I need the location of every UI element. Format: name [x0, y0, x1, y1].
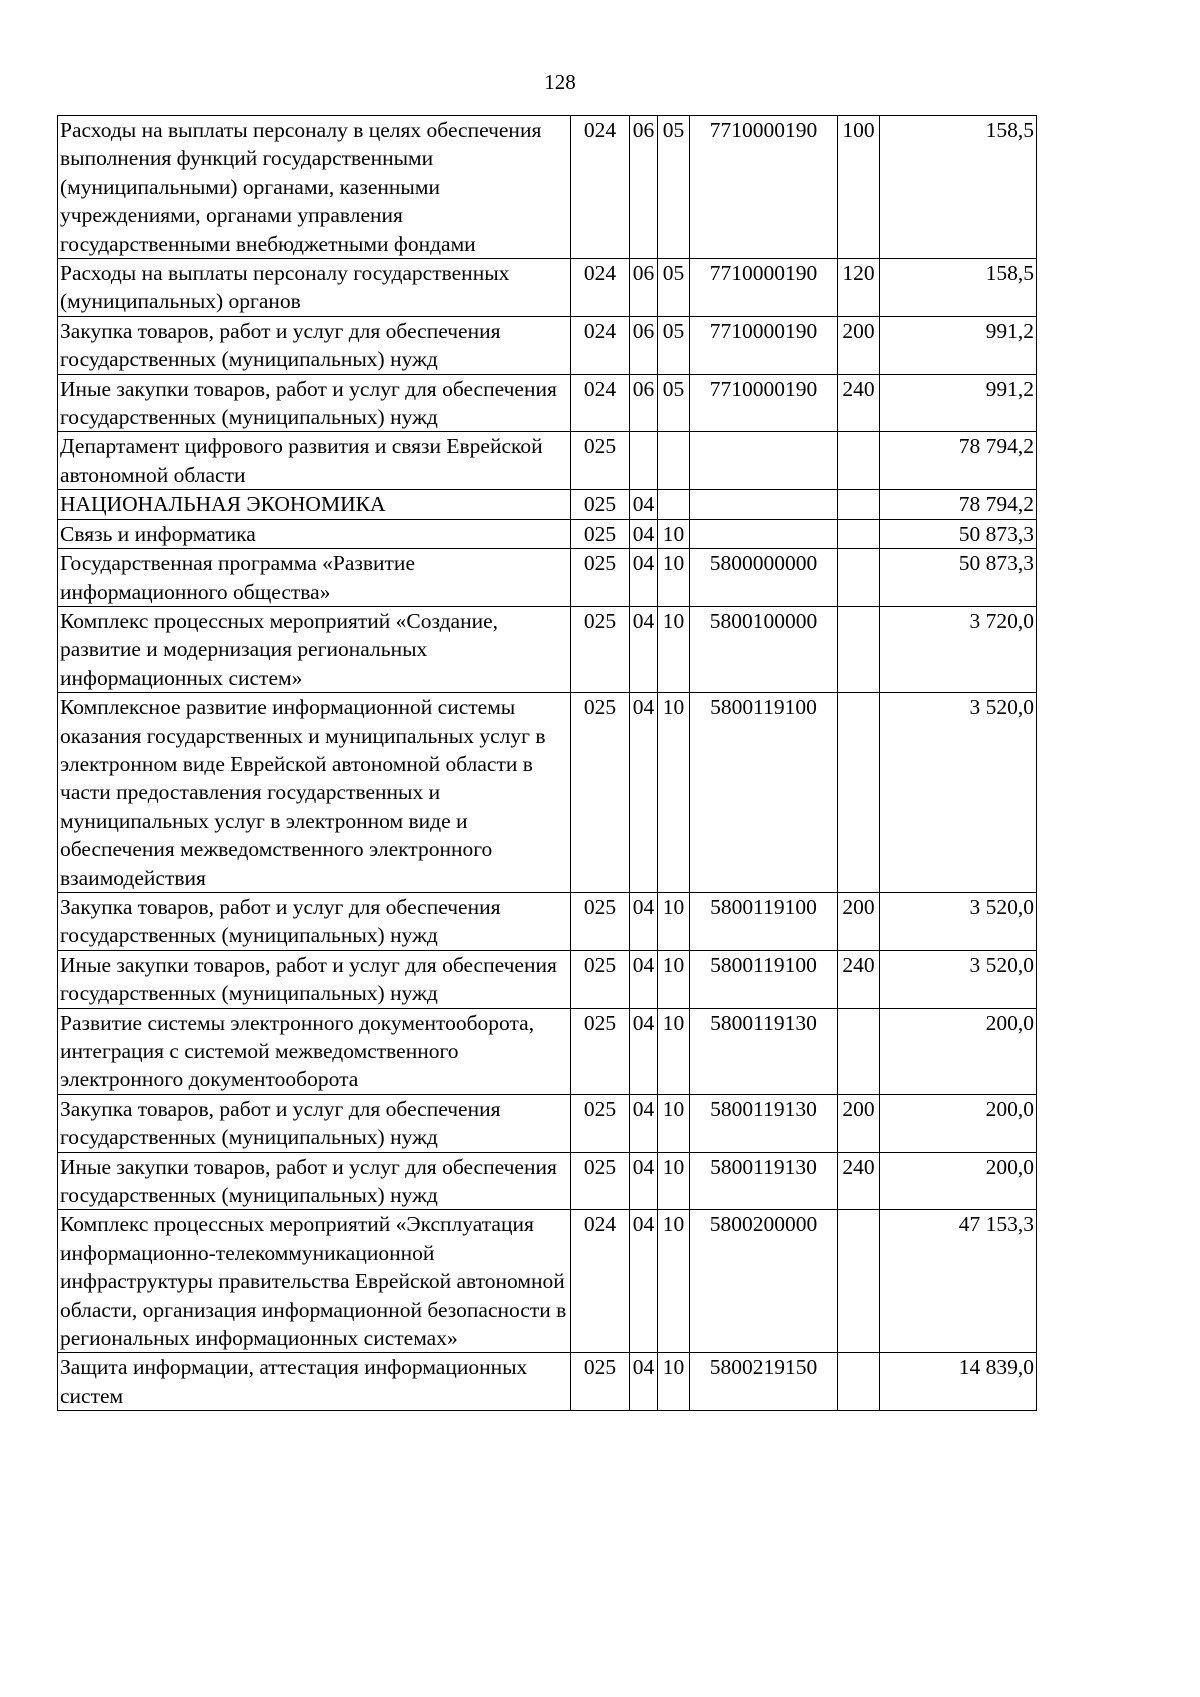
table-row [58, 116, 1037, 259]
grbs-code-cell: 025 [571, 1353, 630, 1411]
section-code-cell: 04 [630, 1353, 658, 1411]
target-article-cell [690, 432, 838, 490]
target-article-cell: 5800200000 [690, 1210, 838, 1353]
amount-cell: 50 873,3 [880, 519, 1037, 548]
amount-cell: 200,0 [880, 1094, 1037, 1152]
subsection-code-cell: 10 [658, 693, 690, 893]
grbs-code-cell: 025 [571, 519, 630, 548]
target-article-cell: 5800119100 [690, 693, 838, 893]
expense-type-cell: 200 [838, 316, 880, 374]
target-article-cell: 5800119130 [690, 1008, 838, 1094]
row-name-cell: Комплекс процессных мероприятий «Создание, развитие и модернизация региональных информационных систем» [58, 606, 571, 692]
table-body [58, 116, 1037, 1411]
table-row [58, 374, 1037, 432]
section-code-cell: 04 [630, 519, 658, 548]
expense-type-cell [838, 1210, 880, 1353]
row-name-cell: Расходы на выплаты персоналу в целях обеспечения выполнения функций государственными (муниципальными) органами, казенными учреждениями, органами управления государственными внебюджетными фондами [58, 116, 571, 259]
table-row [58, 693, 1037, 893]
grbs-code-cell: 025 [571, 490, 630, 519]
amount-cell: 3 520,0 [880, 950, 1037, 1008]
subsection-code-cell: 10 [658, 549, 690, 607]
target-article-cell: 7710000190 [690, 259, 838, 317]
expense-type-cell: 120 [838, 259, 880, 317]
expense-type-cell [838, 490, 880, 519]
subsection-code-cell: 10 [658, 1094, 690, 1152]
amount-cell: 50 873,3 [880, 549, 1037, 607]
subsection-code-cell: 10 [658, 1152, 690, 1210]
grbs-code-cell: 025 [571, 549, 630, 607]
target-article-cell: 5800119130 [690, 1152, 838, 1210]
grbs-code-cell: 024 [571, 116, 630, 259]
expense-type-cell: 200 [838, 892, 880, 950]
row-name-cell: Защита информации, аттестация информационных систем [58, 1353, 571, 1411]
expense-type-cell: 100 [838, 116, 880, 259]
row-name-cell: Департамент цифрового развития и связи Еврейской автономной области [58, 432, 571, 490]
section-code-cell: 04 [630, 1094, 658, 1152]
grbs-code-cell: 025 [571, 892, 630, 950]
row-name-cell: Иные закупки товаров, работ и услуг для обеспечения государственных (муниципальных) нужд [58, 950, 571, 1008]
amount-cell: 158,5 [880, 259, 1037, 317]
subsection-code-cell: 05 [658, 116, 690, 259]
amount-cell: 14 839,0 [880, 1353, 1037, 1411]
row-name-cell: Закупка товаров, работ и услуг для обеспечения государственных (муниципальных) нужд [58, 1094, 571, 1152]
expense-type-cell [838, 519, 880, 548]
subsection-code-cell: 10 [658, 519, 690, 548]
amount-cell: 78 794,2 [880, 490, 1037, 519]
grbs-code-cell: 025 [571, 1094, 630, 1152]
amount-cell: 3 520,0 [880, 693, 1037, 893]
section-code-cell: 04 [630, 693, 658, 893]
amount-cell: 3 520,0 [880, 892, 1037, 950]
subsection-code-cell: 05 [658, 259, 690, 317]
amount-cell: 991,2 [880, 316, 1037, 374]
expense-type-cell [838, 1353, 880, 1411]
expense-type-cell [838, 606, 880, 692]
target-article-cell: 5800119100 [690, 892, 838, 950]
amount-cell: 47 153,3 [880, 1210, 1037, 1353]
grbs-code-cell: 025 [571, 693, 630, 893]
grbs-code-cell: 025 [571, 950, 630, 1008]
row-name-cell: Иные закупки товаров, работ и услуг для обеспечения государственных (муниципальных) нужд [58, 1152, 571, 1210]
subsection-code-cell: 10 [658, 1210, 690, 1353]
subsection-code-cell: 05 [658, 316, 690, 374]
section-code-cell: 04 [630, 1008, 658, 1094]
table-row [58, 950, 1037, 1008]
row-name-cell: НАЦИОНАЛЬНАЯ ЭКОНОМИКА [58, 490, 571, 519]
section-code-cell: 06 [630, 259, 658, 317]
section-code-cell: 04 [630, 950, 658, 1008]
table-row [58, 549, 1037, 607]
section-code-cell: 06 [630, 316, 658, 374]
table-row [58, 892, 1037, 950]
grbs-code-cell: 025 [571, 432, 630, 490]
table-row [58, 1210, 1037, 1353]
subsection-code-cell [658, 490, 690, 519]
target-article-cell: 5800000000 [690, 549, 838, 607]
row-name-cell: Закупка товаров, работ и услуг для обеспечения государственных (муниципальных) нужд [58, 316, 571, 374]
target-article-cell [690, 490, 838, 519]
target-article-cell [690, 519, 838, 548]
subsection-code-cell: 05 [658, 374, 690, 432]
subsection-code-cell: 10 [658, 606, 690, 692]
row-name-cell: Связь и информатика [58, 519, 571, 548]
expense-type-cell: 240 [838, 950, 880, 1008]
row-name-cell: Расходы на выплаты персоналу государственных (муниципальных) органов [58, 259, 571, 317]
table-row [58, 490, 1037, 519]
table-row [58, 432, 1037, 490]
table-row [58, 1094, 1037, 1152]
row-name-cell: Иные закупки товаров, работ и услуг для обеспечения государственных (муниципальных) нужд [58, 374, 571, 432]
row-name-cell: Государственная программа «Развитие информационного общества» [58, 549, 571, 607]
amount-cell: 200,0 [880, 1152, 1037, 1210]
section-code-cell: 06 [630, 116, 658, 259]
grbs-code-cell: 024 [571, 1210, 630, 1353]
grbs-code-cell: 025 [571, 606, 630, 692]
grbs-code-cell: 025 [571, 1008, 630, 1094]
row-name-cell: Развитие системы электронного документооборота, интеграция с системой межведомственного электронного документооборота [58, 1008, 571, 1094]
table-row [58, 259, 1037, 317]
subsection-code-cell: 10 [658, 1008, 690, 1094]
expense-type-cell: 200 [838, 1094, 880, 1152]
subsection-code-cell: 10 [658, 950, 690, 1008]
grbs-code-cell: 024 [571, 259, 630, 317]
table-row [58, 1353, 1037, 1411]
expense-type-cell [838, 1008, 880, 1094]
target-article-cell: 5800100000 [690, 606, 838, 692]
table-row [58, 1008, 1037, 1094]
expense-type-cell [838, 693, 880, 893]
grbs-code-cell: 025 [571, 1152, 630, 1210]
row-name-cell: Комплексное развитие информационной системы оказания государственных и муниципальных услуг в электронном виде Еврейской автономной области в части предоставления государственных и муниципальных услуг в электронном виде и обеспечения межведомственного электронного взаимодействия [58, 693, 571, 893]
amount-cell: 158,5 [880, 116, 1037, 259]
section-code-cell: 04 [630, 1152, 658, 1210]
section-code-cell: 06 [630, 374, 658, 432]
target-article-cell: 7710000190 [690, 116, 838, 259]
table-row [58, 1152, 1037, 1210]
section-code-cell: 04 [630, 892, 658, 950]
grbs-code-cell: 024 [571, 374, 630, 432]
target-article-cell: 7710000190 [690, 374, 838, 432]
target-article-cell: 5800219150 [690, 1353, 838, 1411]
row-name-cell: Комплекс процессных мероприятий «Эксплуатация информационно-телекоммуникационной инфраструктуры правительства Еврейской автономной области, организация информационной безопасности в региональных информационных системах» [58, 1210, 571, 1353]
subsection-code-cell [658, 432, 690, 490]
budget-table [57, 115, 1037, 1411]
expense-type-cell: 240 [838, 1152, 880, 1210]
target-article-cell: 5800119100 [690, 950, 838, 1008]
table-row [58, 606, 1037, 692]
expense-type-cell [838, 432, 880, 490]
table-row [58, 519, 1037, 548]
target-article-cell: 5800119130 [690, 1094, 838, 1152]
page-number: 128 [544, 70, 576, 94]
section-code-cell: 04 [630, 490, 658, 519]
target-article-cell: 7710000190 [690, 316, 838, 374]
amount-cell: 3 720,0 [880, 606, 1037, 692]
subsection-code-cell: 10 [658, 1353, 690, 1411]
expense-type-cell [838, 549, 880, 607]
section-code-cell: 04 [630, 1210, 658, 1353]
amount-cell: 991,2 [880, 374, 1037, 432]
expense-type-cell: 240 [838, 374, 880, 432]
subsection-code-cell: 10 [658, 892, 690, 950]
section-code-cell: 04 [630, 549, 658, 607]
row-name-cell: Закупка товаров, работ и услуг для обеспечения государственных (муниципальных) нужд [58, 892, 571, 950]
amount-cell: 78 794,2 [880, 432, 1037, 490]
section-code-cell [630, 432, 658, 490]
section-code-cell: 04 [630, 606, 658, 692]
grbs-code-cell: 024 [571, 316, 630, 374]
table-row [58, 316, 1037, 374]
amount-cell: 200,0 [880, 1008, 1037, 1094]
